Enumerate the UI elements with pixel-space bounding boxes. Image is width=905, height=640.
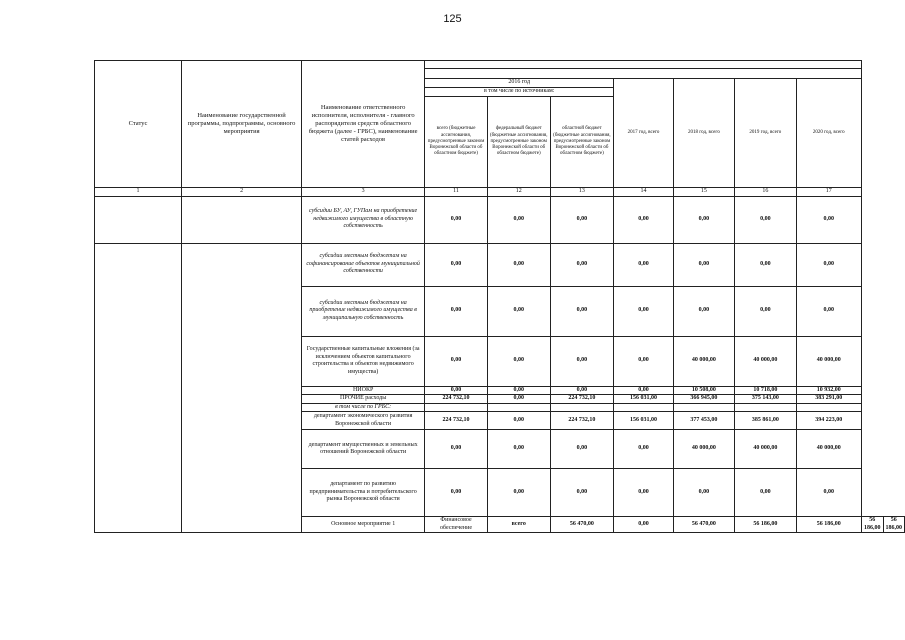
value-cell <box>796 403 861 412</box>
value-cell: 0,00 <box>796 243 861 286</box>
value-cell: 0,00 <box>614 386 673 395</box>
value-cell: 0,00 <box>425 196 488 243</box>
value-cell: 0,00 <box>425 243 488 286</box>
status-cell <box>95 243 182 533</box>
value-cell <box>614 403 673 412</box>
value-cell: 0,00 <box>425 286 488 336</box>
col-number: 15 <box>673 188 734 197</box>
value-cell: 377 453,00 <box>673 412 734 430</box>
col-number: 14 <box>614 188 673 197</box>
value-cell: 156 031,00 <box>614 412 673 430</box>
value-cell: 0,00 <box>425 430 488 469</box>
row-label: Государственные капитальные вложения (за исключением объектов капитального строительства и объектов недвижимого имущества) <box>302 336 425 386</box>
value-cell: 0,00 <box>425 386 488 395</box>
table-row <box>95 243 905 286</box>
value-cell: 0,00 <box>550 286 614 336</box>
value-cell: 10 932,00 <box>796 386 861 395</box>
status-cell <box>95 196 182 243</box>
value-cell <box>550 403 614 412</box>
row-label: всего <box>487 517 550 533</box>
value-cell: 0,00 <box>614 469 673 517</box>
value-cell: 0,00 <box>550 469 614 517</box>
value-cell: 40 000,00 <box>673 336 734 386</box>
value-cell: 0,00 <box>735 469 796 517</box>
status-cell: Основное мероприятие 1 <box>302 517 425 533</box>
column-number-row <box>95 188 905 197</box>
value-cell: 40 000,00 <box>796 336 861 386</box>
value-cell: 0,00 <box>550 196 614 243</box>
page-number: 125 <box>443 13 462 25</box>
row-label: департамент экономического развития Воронежской области <box>302 412 425 430</box>
row-label: департамент по развитию предпринимательства и потребительского рынка Воронежской области <box>302 469 425 517</box>
header-federal-2016: федеральный бюджет (бюджетные ассигнования, предусмотренные законом Воронежской области об областном бюджете) <box>487 97 550 188</box>
value-cell: 0,00 <box>487 395 550 404</box>
value-cell <box>487 403 550 412</box>
header-total-2016: всего (бюджетные ассигнования, предусмотренные законом Воронежской области об областном бюджете) <box>425 97 488 188</box>
header-2018: 2018 год, всего <box>673 79 734 188</box>
value-cell: 0,00 <box>614 243 673 286</box>
value-cell: 56 186,00 <box>862 517 884 533</box>
value-cell: 56 186,00 <box>883 517 905 533</box>
value-cell: 0,00 <box>550 430 614 469</box>
value-cell: 0,00 <box>487 469 550 517</box>
value-cell: 0,00 <box>487 286 550 336</box>
value-cell: 366 945,00 <box>673 395 734 404</box>
row-label: ПРОЧИЕ расходы <box>302 395 425 404</box>
value-cell: 375 143,00 <box>735 395 796 404</box>
col-number: 16 <box>735 188 796 197</box>
value-cell: 10 508,00 <box>673 386 734 395</box>
col-number: 13 <box>550 188 614 197</box>
value-cell: 0,00 <box>425 336 488 386</box>
table-row <box>95 196 905 243</box>
header-blank-second <box>425 69 862 79</box>
value-cell: 10 718,00 <box>735 386 796 395</box>
value-cell: 385 861,00 <box>735 412 796 430</box>
row-label: субсидии БУ, АУ, ГУПам на приобретение недвижимого имущества в областную собственность <box>302 196 425 243</box>
header-2019: 2019 год, всего <box>735 79 796 188</box>
value-cell: 0,00 <box>796 469 861 517</box>
col-number: 17 <box>796 188 861 197</box>
row-label: субсидии местным бюджетам на софинансирование объектов муниципальной собственности <box>302 243 425 286</box>
header-2017: 2017 год, всего <box>614 79 673 188</box>
value-cell: 224 732,10 <box>425 395 488 404</box>
value-cell: 0,00 <box>487 412 550 430</box>
col-number: 1 <box>95 188 182 197</box>
value-cell: 0,00 <box>614 286 673 336</box>
value-cell: 56 470,00 <box>550 517 614 533</box>
value-cell: 0,00 <box>487 386 550 395</box>
value-cell: 56 186,00 <box>796 517 861 533</box>
value-cell: 0,00 <box>550 386 614 395</box>
value-cell: 394 223,00 <box>796 412 861 430</box>
value-cell: 0,00 <box>614 430 673 469</box>
value-cell: 224 732,10 <box>425 412 488 430</box>
header-incl-sources: в том числе по источникам: <box>425 88 614 97</box>
col-number: 2 <box>182 188 302 197</box>
header-status: Статус <box>95 61 182 188</box>
value-cell: 0,00 <box>614 336 673 386</box>
value-cell: 224 732,10 <box>550 412 614 430</box>
col-number: 11 <box>425 188 488 197</box>
value-cell: 0,00 <box>673 469 734 517</box>
value-cell: 40 000,00 <box>735 430 796 469</box>
header-2020: 2020 год, всего <box>796 79 861 188</box>
value-cell: 0,00 <box>550 243 614 286</box>
row-label: в том числе по ГРБС: <box>302 403 425 412</box>
value-cell: 0,00 <box>735 286 796 336</box>
value-cell: 56 186,00 <box>735 517 796 533</box>
value-cell: 0,00 <box>796 286 861 336</box>
header-year-2016: 2016 год <box>425 79 614 88</box>
value-cell: 383 291,00 <box>796 395 861 404</box>
header-blank-top <box>425 61 862 69</box>
header-program-name: Наименование государственной программы, подпрограммы, основного мероприятия <box>182 61 302 188</box>
value-cell: 40 000,00 <box>796 430 861 469</box>
value-cell: 0,00 <box>425 469 488 517</box>
header-regional-2016: областной бюджет (бюджетные ассигнования, предусмотренные законом Воронежской области об областном бюджете) <box>550 97 614 188</box>
program-cell: Финансовое обеспечение <box>425 517 488 533</box>
header-executor: Наименование ответственного исполнителя, исполнителя - главного распорядителя средств областного бюджета (далее - ГРБС), наименование статей расходов <box>302 61 425 188</box>
value-cell: 0,00 <box>614 196 673 243</box>
value-cell: 224 732,10 <box>550 395 614 404</box>
value-cell: 40 000,00 <box>735 336 796 386</box>
value-cell: 156 031,00 <box>614 395 673 404</box>
col-number: 3 <box>302 188 425 197</box>
value-cell: 40 000,00 <box>673 430 734 469</box>
value-cell: 0,00 <box>487 196 550 243</box>
row-label: департамент имущественных и земельных отношений Воронежской области <box>302 430 425 469</box>
budget-table <box>94 60 905 533</box>
value-cell: 0,00 <box>614 517 673 533</box>
value-cell: 0,00 <box>487 243 550 286</box>
row-label: НИОКР <box>302 386 425 395</box>
value-cell: 0,00 <box>673 196 734 243</box>
value-cell: 56 470,00 <box>673 517 734 533</box>
value-cell: 0,00 <box>735 243 796 286</box>
value-cell: 0,00 <box>673 243 734 286</box>
value-cell <box>735 403 796 412</box>
row-label: субсидии местным бюджетам на приобретение недвижимого имущества в муниципальную собственность <box>302 286 425 336</box>
value-cell: 0,00 <box>487 430 550 469</box>
program-cell <box>182 196 302 243</box>
value-cell: 0,00 <box>550 336 614 386</box>
program-cell <box>182 243 302 533</box>
value-cell: 0,00 <box>487 336 550 386</box>
col-number: 12 <box>487 188 550 197</box>
value-cell <box>673 403 734 412</box>
value-cell: 0,00 <box>735 196 796 243</box>
value-cell: 0,00 <box>673 286 734 336</box>
value-cell <box>425 403 488 412</box>
value-cell: 0,00 <box>796 196 861 243</box>
